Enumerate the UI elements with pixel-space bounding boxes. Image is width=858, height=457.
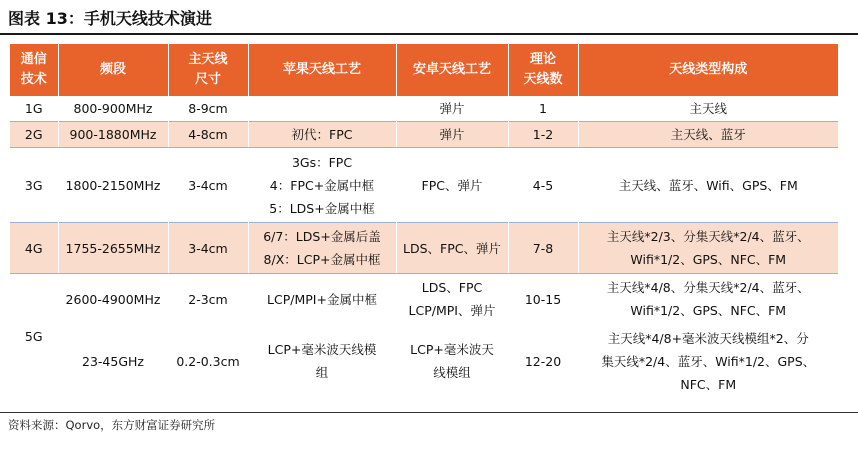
cell-size: 3-4cm xyxy=(168,148,248,223)
header-row xyxy=(10,44,838,96)
cell-size: 4-8cm xyxy=(168,122,248,148)
cell-band: 1800-2150MHz xyxy=(58,148,168,223)
cell-android: 弹片 xyxy=(396,122,508,148)
cell-types: 主天线*4/8+毫米波天线模组*2、分 集天线*2/4、蓝牙、Wifi*1/2、GPS、 NFC、FM xyxy=(601,330,816,392)
cell-gen: 2G xyxy=(10,122,58,148)
cell-apple: 6/7：LDS+金属后盖 8/X：LCP+金属中框 xyxy=(248,223,396,274)
cell-gen: 1G xyxy=(10,96,58,122)
cell-android: LDS、FPC LCP/MPI、弹片 xyxy=(396,274,508,325)
cell-android: LDS、FPC、弹片 xyxy=(396,223,508,274)
cell-android: FPC、弹片 xyxy=(396,148,508,223)
cell-band: 2600-4900MHz xyxy=(58,274,168,325)
cell-band: 23-45GHz xyxy=(58,324,168,398)
cell-size: 2-3cm xyxy=(168,274,248,325)
footer-rule xyxy=(0,412,858,413)
table-row xyxy=(10,274,838,325)
cell-gen: 5G xyxy=(10,274,58,399)
cell-apple: LCP/MPI+金属中框 xyxy=(248,274,396,325)
cell-apple: LCP+毫米波天线模 组 xyxy=(248,324,396,398)
title-rule xyxy=(0,33,858,35)
header-gen: 通信 技术 xyxy=(10,44,58,96)
cell-count: 7-8 xyxy=(508,223,578,274)
cell-gen: 4G xyxy=(10,223,58,274)
table-row xyxy=(10,122,838,148)
table-row xyxy=(10,324,838,398)
table-row xyxy=(10,96,838,122)
cell-size: 3-4cm xyxy=(168,223,248,274)
header-count: 理论 天线数 xyxy=(508,44,578,96)
header-size: 主天线 尺寸 xyxy=(168,44,248,96)
cell-android: 弹片 xyxy=(396,96,508,122)
cell-types: 主天线、蓝牙 xyxy=(578,122,838,148)
cell-band: 1755-2655MHz xyxy=(58,223,168,274)
cell-apple: 初代：FPC xyxy=(248,122,396,148)
header-android: 安卓天线工艺 xyxy=(396,44,508,96)
cell-size: 0.2-0.3cm xyxy=(168,324,248,398)
cell-types: 主天线、蓝牙、Wifi、GPS、FM xyxy=(618,177,798,193)
antenna-evolution-table xyxy=(10,44,838,398)
cell-types: 主天线*2/3、分集天线*2/4、蓝牙、 Wifi*1/2、GPS、NFC、FM xyxy=(578,223,838,274)
cell-apple xyxy=(248,96,396,122)
figure-title: 图表 13：手机天线技术演进 xyxy=(8,9,212,28)
cell-size: 8-9cm xyxy=(168,96,248,122)
cell-apple: 3Gs：FPC 4：FPC+金属中框 5：LDS+金属中框 xyxy=(248,148,396,223)
table-row xyxy=(10,148,838,223)
cell-count: 12-20 xyxy=(508,324,578,398)
cell-types: 主天线 xyxy=(689,101,727,116)
cell-count: 10-15 xyxy=(508,274,578,325)
cell-count: 4-5 xyxy=(508,148,578,223)
cell-band: 900-1880MHz xyxy=(58,122,168,148)
header-apple: 苹果天线工艺 xyxy=(248,44,396,96)
cell-gen: 3G xyxy=(10,148,58,223)
source-note: 资料来源：Qorvo，东方财富证券研究所 xyxy=(8,418,216,432)
cell-android: LCP+毫米波天 线模组 xyxy=(396,324,508,398)
cell-count: 1-2 xyxy=(508,122,578,148)
cell-types: 主天线*4/8、分集天线*2/4、蓝牙、 Wifi*1/2、GPS、NFC、FM xyxy=(606,280,810,318)
cell-count: 1 xyxy=(508,96,578,122)
header-band: 频段 xyxy=(58,44,168,96)
table-row xyxy=(10,223,838,274)
cell-band: 800-900MHz xyxy=(58,96,168,122)
header-types: 天线类型构成 xyxy=(578,44,838,96)
